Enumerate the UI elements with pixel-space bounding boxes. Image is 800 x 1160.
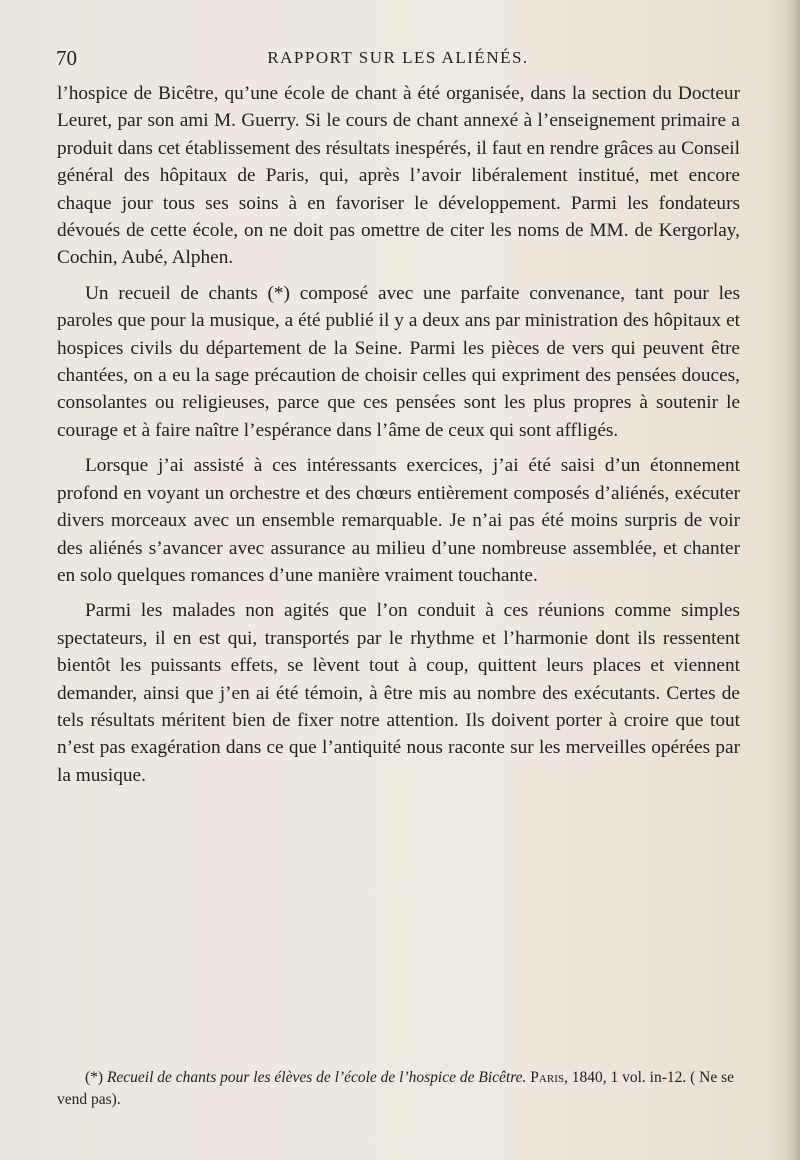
paragraph: Un recueil de chants (*) composé avec une parfaite convenance, tant pour les paroles que pour la musique, a été publié il y a deux ans par ministration des hôpitaux et hospices civils du département de la Seine. Parmi les pièces de vers qui peuvent être chantées, on a eu la sage précaution de choisir celles qui expriment des pensées douces, consolantes ou religieuses, parce que ces pensées sont les plus propres à soutenir le courage et à faire naître l’espérance dans l’âme de ceux qui sont affligés.	[57, 282, 740, 441]
page-number: 70	[56, 46, 77, 70]
running-title: RAPPORT SUR LES ALIÉNÉS.	[267, 48, 529, 67]
footnote-marker: (*)	[85, 1069, 104, 1086]
footnote-title: Recueil de chants pour les élèves de l’école de l’hospice de Bicêtre.	[106, 1069, 527, 1086]
footnote	[57, 1067, 740, 1111]
page-header	[56, 46, 740, 76]
main-text	[57, 80, 740, 797]
footnote-details: , 1840, 1 vol. in-12. ( Ne se vend pas).	[57, 1069, 735, 1108]
footnote-city: Paris	[530, 1069, 564, 1086]
page-edge-shadow	[786, 0, 800, 1160]
footnote-text	[57, 1067, 740, 1111]
paragraph: Lorsque j’ai assisté à ces intéressants exercices, j’ai été saisi d’un étonnement profond en voyant un orchestre et des chœurs entièrement composés d’aliénés, exécuter divers morceaux avec un ensemble remarquable. Je n’ai pas été moins surpris de voir des aliénés s’avancer avec assurance au milieu d’une nombreuse assemblée, et chanter en solo quelques romances d’une manière vraiment touchante.	[57, 455, 740, 586]
paragraph: l’hospice de Bicêtre, qu’une école de chant à été organisée, dans la section du Docteur Leuret, par son ami M. Guerry. Si le cours de chant annexé à l’enseignement primaire a produit dans cet établissement des résultats inespérés, il faut en rendre grâces au Conseil général des hôpitaux de Paris, qui, après l’avoir libéralement institué, met encore chaque jour tous ses soins à en favoriser le développement. Parmi les fondateurs dévoués de cette école, on ne doit pas omettre de citer les noms de MM. de Kergorlay, Cochin, Aubé, Alphen.	[57, 83, 740, 269]
paragraph: Parmi les malades non agités que l’on conduit à ces réunions comme simples spectateurs, il en est qui, transportés par le rhythme et l’harmonie dont ils ressentent bientôt les puissants effets, se lèvent tout à coup, quittent leurs places et viennent demander, ainsi que j’en ai été témoin, à être mis au nombre des exécutants. Certes de tels résultats méritent bien de fixer notre attention. Ils doivent porter à croire que tout n’est pas exagération dans ce que l’antiquité nous raconte sur les merveilles opérées par la musique.	[57, 600, 740, 786]
